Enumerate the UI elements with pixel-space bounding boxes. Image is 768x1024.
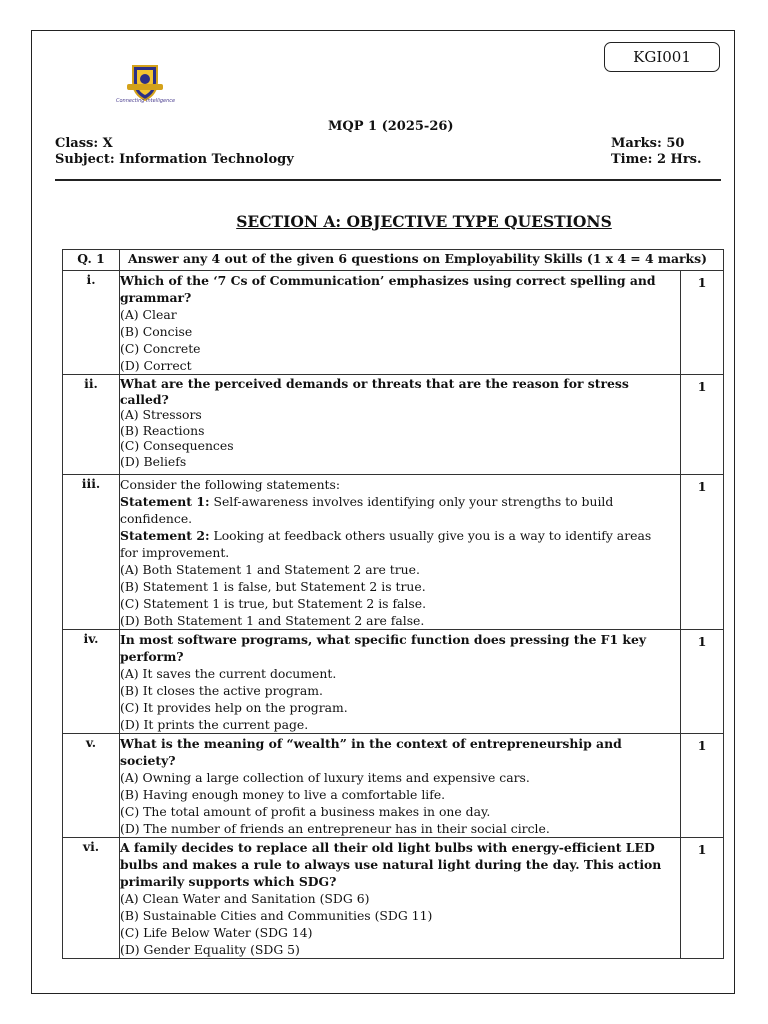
option: (C) Concrete: [120, 341, 201, 356]
statement-label: Statement 1:: [120, 494, 210, 509]
time-label: Time: 2 Hrs.: [611, 152, 702, 167]
question-body: [120, 375, 681, 475]
question-mark: 1: [681, 734, 724, 838]
sub-question-number: v.: [63, 734, 120, 838]
statement-text-cont: confidence.: [120, 511, 193, 526]
option: (D) Gender Equality (SDG 5): [120, 942, 300, 957]
sub-question-number: i.: [63, 271, 120, 375]
sub-question-number: iv.: [63, 630, 120, 734]
option: (A) Stressors: [120, 407, 202, 423]
option: (B) Statement 1 is false, but Statement 2 is true.: [120, 579, 426, 594]
option: (D) It prints the current page.: [120, 717, 309, 732]
question-text: bulbs and makes a rule to always use natural light during the day. This action: [120, 857, 662, 872]
question-mark: 1: [681, 375, 724, 475]
question-instruction: Answer any 4 out of the given 6 questions on Employability Skills (1 x 4 = 4 marks): [120, 250, 724, 271]
statement-label: Statement 2:: [120, 528, 210, 543]
option: (A) Owning a large collection of luxury items and expensive cars.: [120, 770, 530, 785]
question-text: In most software programs, what specific function does pressing the F1 key: [120, 632, 647, 647]
question-header-row: [63, 250, 724, 271]
exam-title: MQP 1 (2025-26): [328, 119, 454, 134]
statements-intro: Consider the following statements:: [120, 477, 341, 492]
option: (D) Correct: [120, 358, 192, 373]
header-divider: [55, 179, 721, 181]
option: (B) Having enough money to live a comfortable life.: [120, 787, 446, 802]
sub-question-number: vi.: [63, 838, 120, 959]
table-row: [63, 375, 724, 475]
question-mark: 1: [681, 838, 724, 959]
statement-1: [120, 493, 680, 510]
table-row: [63, 271, 724, 375]
logo-tagline: Connecting Intelligence: [116, 98, 176, 104]
option: (A) Clean Water and Sanitation (SDG 6): [120, 891, 370, 906]
sub-question-number: iii.: [63, 475, 120, 630]
question-body: [120, 271, 681, 375]
paper-code: KGI001: [633, 48, 691, 66]
question-mark: 1: [681, 475, 724, 630]
option: (D) Beliefs: [120, 453, 187, 469]
subject-label: Subject: Information Technology: [55, 152, 294, 167]
option: (B) It closes the active program.: [120, 683, 323, 698]
statement-text-cont: for improvement.: [120, 545, 230, 560]
table-row: [63, 734, 724, 838]
option: (C) Life Below Water (SDG 14): [120, 925, 313, 940]
question-mark: 1: [681, 271, 724, 375]
question-text: society?: [120, 753, 176, 768]
questions-table: [62, 249, 724, 959]
question-text: primarily supports which SDG?: [120, 874, 337, 889]
section-title: SECTION A: OBJECTIVE TYPE QUESTIONS: [236, 212, 612, 231]
option: (A) It saves the current document.: [120, 666, 337, 681]
option: (C) Consequences: [120, 438, 234, 454]
option: (B) Concise: [120, 324, 193, 339]
option: (A) Both Statement 1 and Statement 2 are true.: [120, 562, 420, 577]
question-text: A family decides to replace all their old light bulbs with energy-efficient LED: [120, 840, 655, 855]
option: (A) Clear: [120, 307, 177, 322]
class-label: Class: X: [55, 136, 113, 151]
option: (C) The total amount of profit a business makes in one day.: [120, 804, 491, 819]
option: (B) Sustainable Cities and Communities (SDG 11): [120, 908, 433, 923]
question-mark: 1: [681, 630, 724, 734]
option: (B) Reactions: [120, 422, 205, 438]
marks-label: Marks: 50: [611, 136, 685, 151]
paper-code-box: [604, 42, 720, 72]
question-text: Which of the ‘7 Cs of Communication’ emphasizes using correct spelling and: [120, 273, 656, 288]
question-body: [120, 475, 681, 630]
option: (D) Both Statement 1 and Statement 2 are false.: [120, 613, 425, 628]
statement-2: [120, 527, 680, 544]
table-row: [63, 630, 724, 734]
question-text: What are the perceived demands or threats that are the reason for stress: [120, 376, 629, 391]
option: (D) The number of friends an entrepreneur has in their social circle.: [120, 821, 550, 836]
option: (C) Statement 1 is true, but Statement 2 is false.: [120, 596, 427, 611]
question-body: [120, 630, 681, 734]
question-text: called?: [120, 391, 169, 407]
table-row: [63, 475, 724, 630]
question-number: Q. 1: [63, 250, 120, 271]
question-body: [120, 838, 681, 959]
question-text: What is the meaning of “wealth” in the context of entrepreneurship and: [120, 736, 622, 751]
statement-text: Self-awareness involves identifying only your strengths to build: [209, 494, 614, 509]
question-text: grammar?: [120, 290, 192, 305]
question-body: [120, 734, 681, 838]
table-row: [63, 838, 724, 959]
option: (C) It provides help on the program.: [120, 700, 348, 715]
question-text: perform?: [120, 649, 184, 664]
statement-text: Looking at feedback others usually give you is a way to identify areas: [209, 528, 652, 543]
sub-question-number: ii.: [63, 375, 120, 475]
